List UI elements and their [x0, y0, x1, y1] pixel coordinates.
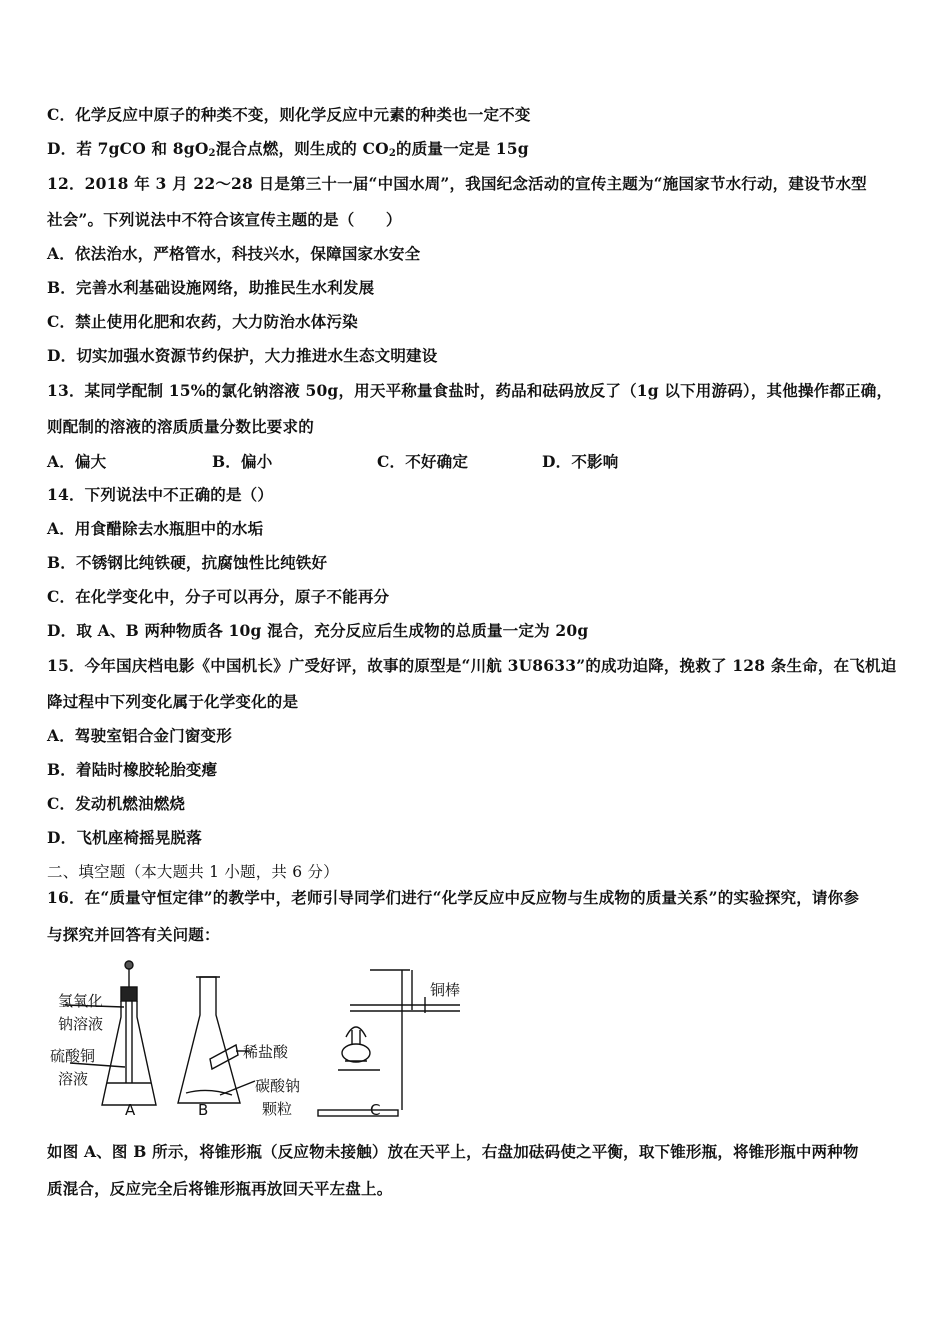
q14-option-b: B．不锈钢比纯铁硬，抗腐蚀性比纯铁好 — [47, 553, 328, 572]
label-na2co3-1: 碳酸钠 — [255, 1077, 301, 1095]
q11-option-c: C．化学反应中原子的种类不变，则化学反应中元素的种类也一定不变 — [47, 105, 531, 124]
q15-option-a: A．驾驶室铝合金门窗变形 — [47, 726, 232, 745]
q11-d-part2: 混合点燃，则生成的 CO — [215, 139, 389, 158]
label-cuso4-1: 硫酸铜 — [50, 1047, 96, 1065]
q15-stem-line1: 15．今年国庆档电影《中国机长》广受好评，故事的原型是“川航 3U8633”的成功迫降，挽救了 128 条生命，在飞机迫 — [47, 656, 897, 675]
experiment-figure — [50, 955, 490, 1125]
q14-option-a: A．用食醋除去水瓶胆中的水垢 — [47, 519, 264, 538]
q11-d-part3: 的质量一定是 15g — [396, 139, 529, 158]
label-naoh-2: 钠溶液 — [58, 1015, 104, 1033]
q12-stem-line1: 12．2018 年 3 月 22～28 日是第三十一届“中国水周”，我国纪念活动的宣传主题为“施国家节水行动，建设节水型 — [47, 174, 867, 193]
q14-stem: 14．下列说法中不正确的是（） — [47, 485, 274, 504]
q13-option-a: A．偏大 — [47, 452, 107, 471]
q15-option-c: C．发动机燃油燃烧 — [47, 794, 186, 813]
q12-option-b: B．完善水利基础设施网络，助推民生水利发展 — [47, 278, 375, 297]
q11-d-sub2: 2 — [388, 148, 397, 159]
q16-text-line2: 质混合，反应完全后将锥形瓶再放回天平左盘上。 — [47, 1179, 393, 1198]
q13-stem-line1: 13．某同学配制 15%的氯化钠溶液 50g，用天平称量食盐时，药品和砝码放反了（1g 以下用游码），其他操作都正确， — [47, 381, 893, 400]
caption-b: B — [198, 1101, 209, 1119]
q13-stem-line2: 则配制的溶液的溶质质量分数比要求的 — [47, 417, 314, 436]
label-naoh-1: 氢氧化 — [58, 992, 104, 1010]
q12-option-c: C．禁止使用化肥和农药，大力防治水体污染 — [47, 312, 358, 331]
q15-stem-line2: 降过程中下列变化属于化学变化的是 — [47, 692, 299, 711]
q12-option-d: D．切实加强水资源节约保护，大力推进水生态文明建设 — [47, 346, 438, 365]
q11-option-d — [47, 137, 529, 159]
section-title: 二、填空题（本大题共 1 小题，共 6 分） — [47, 863, 339, 881]
q16-text-line1: 如图 A、图 B 所示，将锥形瓶（反应物未接触）放在天平上，右盘加砝码使之平衡，取下锥形瓶，将锥形瓶中两种物 — [47, 1142, 859, 1161]
label-cuso4-2: 溶液 — [58, 1070, 89, 1088]
q13-options — [47, 450, 618, 472]
flask-b — [178, 977, 255, 1103]
label-copper-rod: 铜棒 — [430, 981, 461, 999]
label-na2co3-2: 颗粒 — [262, 1100, 293, 1118]
q13-option-c: C．不好确定 — [377, 452, 469, 471]
caption-a: A — [125, 1101, 136, 1119]
q11-d-sub1: 2 — [208, 148, 216, 159]
q13-option-d: D．不影响 — [542, 452, 619, 471]
label-hcl: 稀盐酸 — [243, 1043, 289, 1061]
q11-d-part1: D．若 7gCO 和 8gO — [47, 139, 209, 158]
q13-option-b: B．偏小 — [212, 452, 273, 471]
q14-option-c: C．在化学变化中，分子可以再分，原子不能再分 — [47, 587, 390, 606]
q12-option-a: A．依法治水，严格管水，科技兴水，保障国家水安全 — [47, 244, 421, 263]
q15-option-b: B．着陆时橡胶轮胎变瘪 — [47, 760, 218, 779]
caption-c: C — [370, 1101, 381, 1119]
q14-option-d: D．取 A、B 两种物质各 10g 混合，充分反应后生成物的总质量一定为 20g — [47, 621, 589, 640]
q16-stem-line1: 16．在“质量守恒定律”的教学中，老师引导同学们进行“化学反应中反应物与生成物的质量关系”的实验探究，请你参 — [47, 888, 860, 907]
q12-stem-line2: 社会”。下列说法中不符合该宣传主题的是（ ） — [47, 210, 402, 229]
q16-stem-line2: 与探究并回答有关问题： — [47, 925, 220, 944]
q15-option-d: D．飞机座椅摇晃脱落 — [47, 828, 202, 847]
